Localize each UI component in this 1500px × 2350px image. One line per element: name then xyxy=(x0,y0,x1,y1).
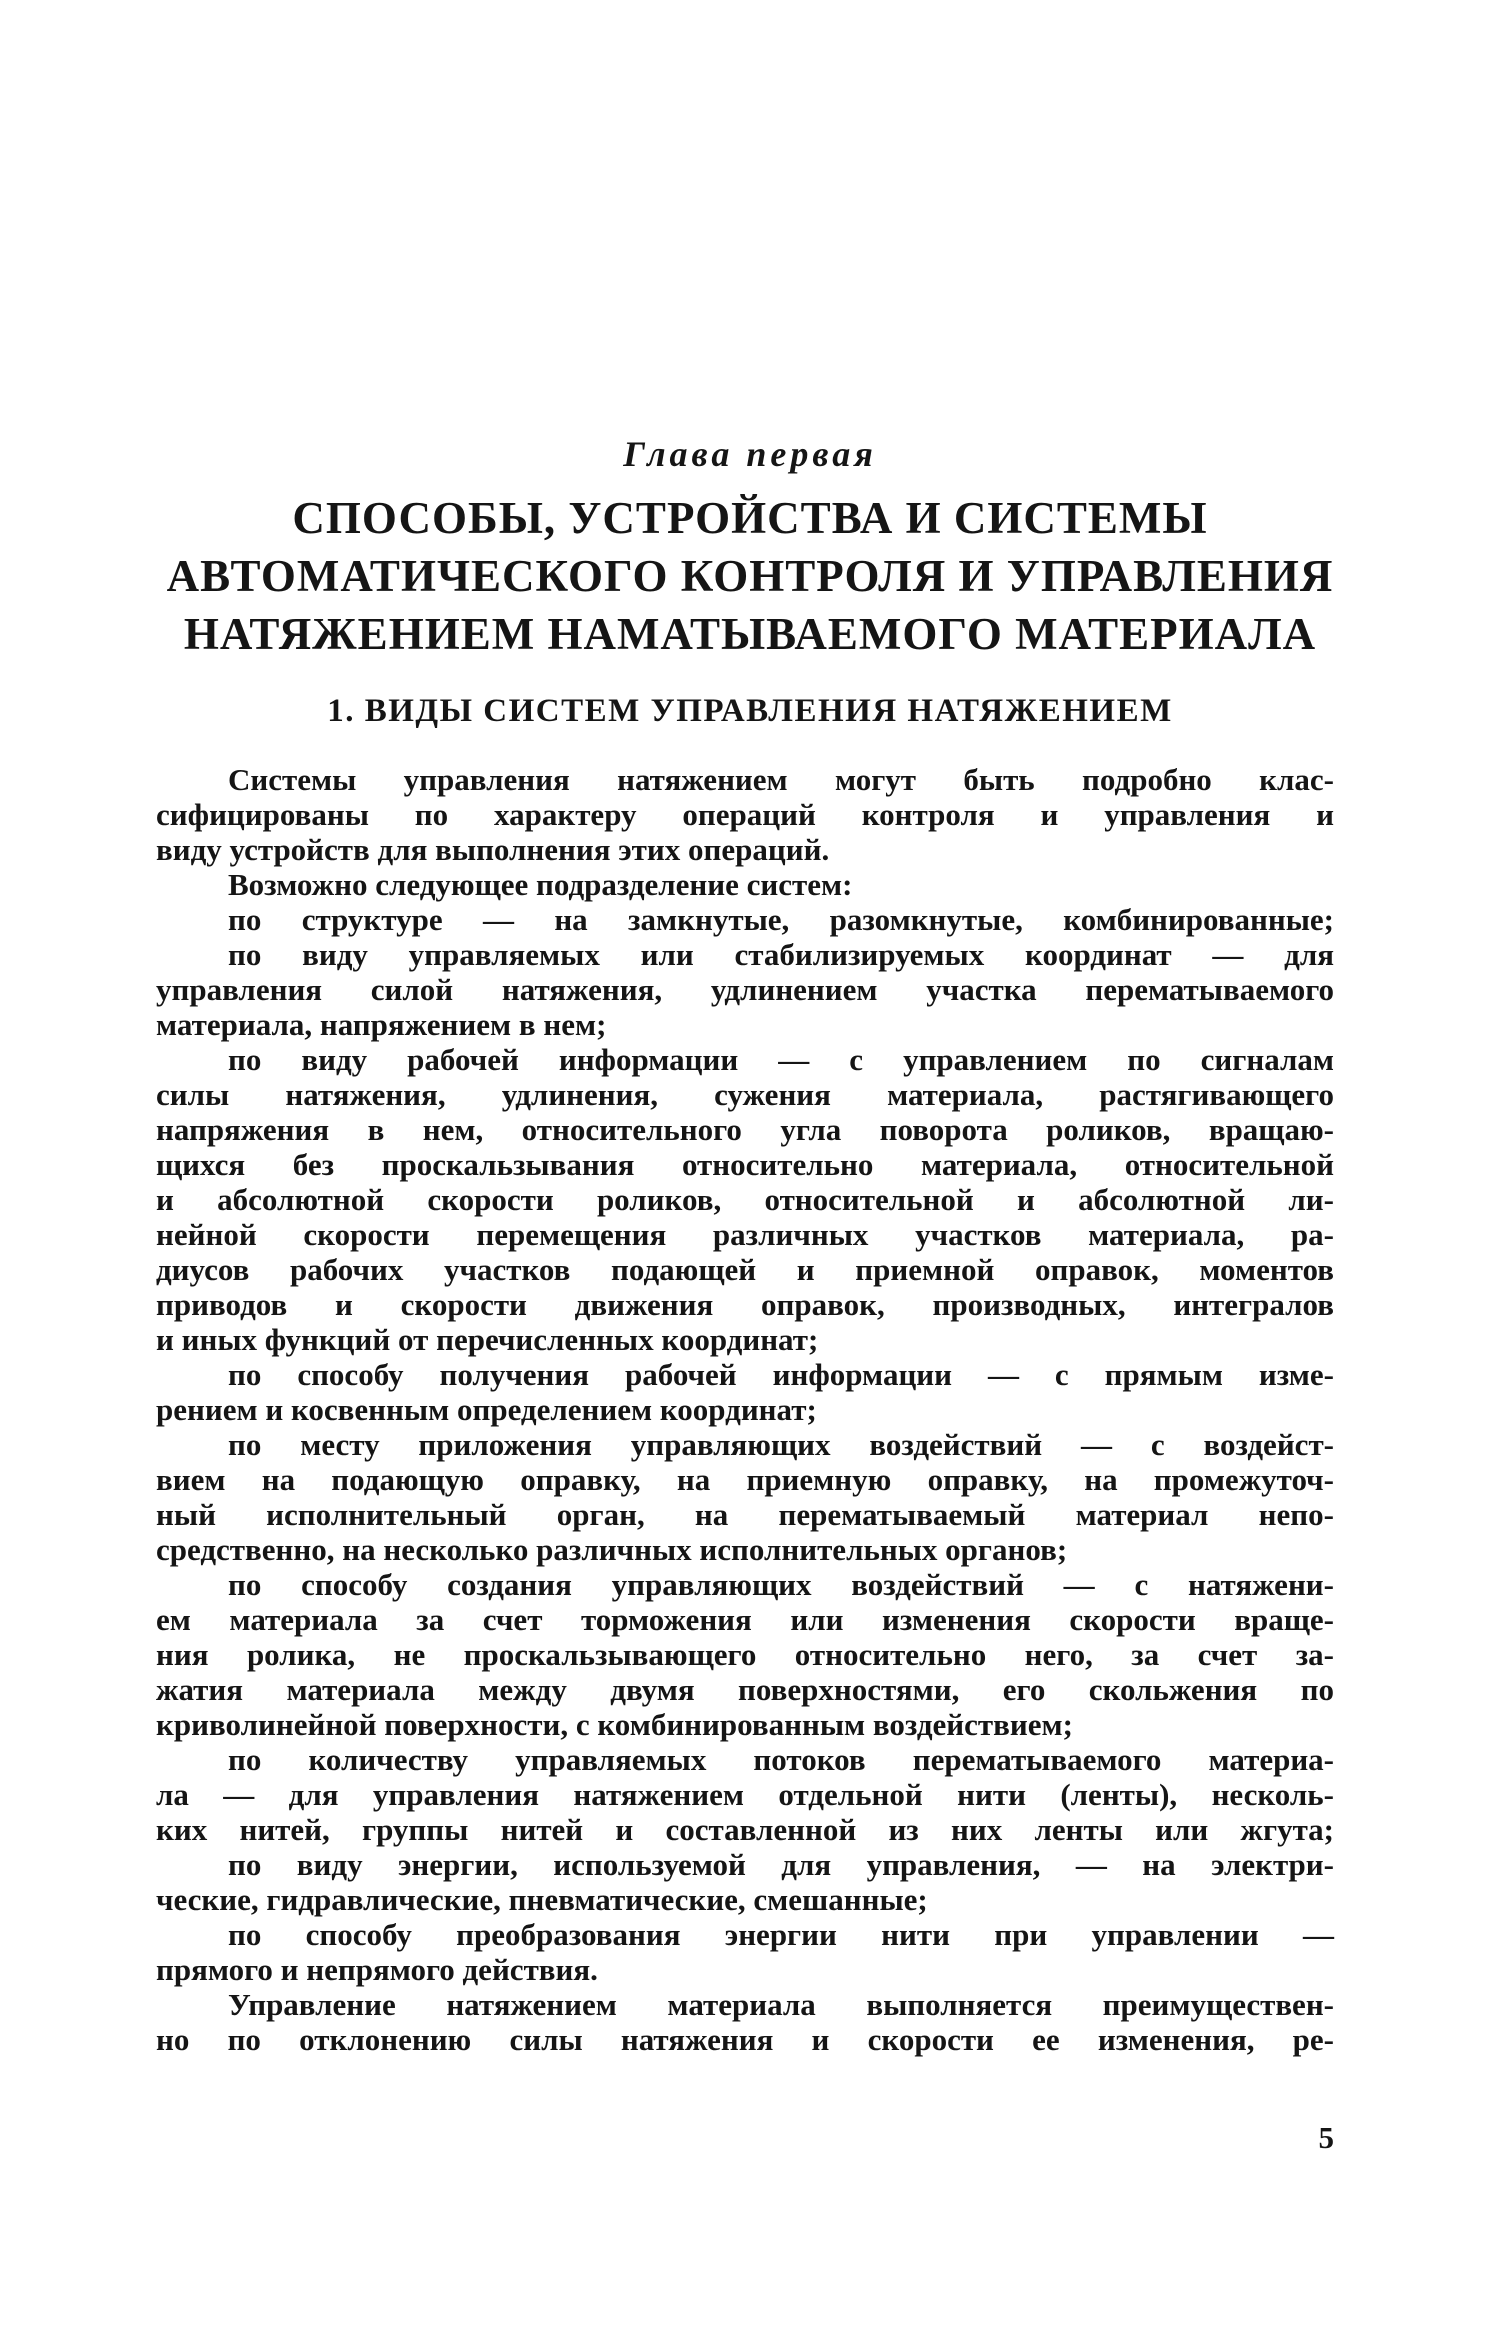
paragraph xyxy=(156,1987,1334,2057)
body-line: ный исполнительный орган, на перематываемый материал непо- xyxy=(156,1497,1334,1532)
body-line: по виду энергии, используемой для управления, — на электри- xyxy=(228,1847,1334,1882)
body-line: средственно, на несколько различных исполнительных органов; xyxy=(156,1532,1068,1567)
title-line: СПОСОБЫ, УСТРОЙСТВА И СИСТЕМЫ xyxy=(292,493,1208,543)
body-line: сифицированы по характеру операций контроля и управления и xyxy=(156,797,1334,832)
body-line: виду устройств для выполнения этих операций. xyxy=(156,832,830,867)
body-line: по способу преобразования энергии нити при управлении — xyxy=(228,1917,1334,1952)
body-line: щихся без проскальзывания относительно материала, относительной xyxy=(156,1147,1334,1182)
body-line: по виду рабочей информации — с управлением по сигналам xyxy=(228,1042,1334,1077)
body-line: управления силой натяжения, удлинением участка перематываемого xyxy=(156,972,1334,1007)
body-line: вием на подающую оправку, на приемную оправку, на промежуточ- xyxy=(156,1462,1334,1497)
paragraph xyxy=(156,937,1334,1042)
page-title xyxy=(70,489,1430,663)
paragraph xyxy=(156,902,1334,937)
body-line: Возможно следующее подразделение систем: xyxy=(228,867,853,902)
body-line: диусов рабочих участков подающей и приемной оправок, моментов xyxy=(156,1252,1334,1287)
page-number: 5 xyxy=(1318,2120,1334,2155)
body-line: ния ролика, не проскальзывающего относительно него, за счет за- xyxy=(156,1637,1334,1672)
paragraph xyxy=(156,867,1334,902)
body-line: по структуре — на замкнутые, разомкнутые, комбинированные; xyxy=(228,902,1334,937)
body-line: и абсолютной скорости роликов, относительной и абсолютной ли- xyxy=(156,1182,1334,1217)
paragraph xyxy=(156,1917,1334,1987)
body-line: рением и косвенным определением координат; xyxy=(156,1392,817,1427)
body-line: Управление натяжением материала выполняется преимуществен- xyxy=(228,1987,1334,2022)
paragraph xyxy=(156,762,1334,867)
body-line: и иных функций от перечисленных координат; xyxy=(156,1322,819,1357)
title-line: НАТЯЖЕНИЕМ НАМАТЫВАЕМОГО МАТЕРИАЛА xyxy=(183,609,1317,659)
chapter-heading: Глава первая xyxy=(623,434,877,474)
body-line: ких нитей, группы нитей и составленной из них ленты или жгута; xyxy=(156,1812,1334,1847)
body-line: ла — для управления натяжением отдельной нити (ленты), несколь- xyxy=(156,1777,1334,1812)
body-line: жатия материала между двумя поверхностями, его скольжения по xyxy=(156,1672,1334,1707)
body-line: но по отклонению силы натяжения и скорости ее изменения, ре- xyxy=(156,2022,1334,2057)
paragraph xyxy=(156,1847,1334,1917)
body-line: по количеству управляемых потоков перематываемого материа- xyxy=(228,1742,1334,1777)
body-line: ем материала за счет торможения или изменения скорости враще- xyxy=(156,1602,1334,1637)
body-line: по способу получения рабочей информации — с прямым изме- xyxy=(228,1357,1334,1392)
body-line: по месту приложения управляющих воздействий — с воздейст- xyxy=(228,1427,1334,1462)
paragraph xyxy=(156,1427,1334,1567)
body-line: прямого и непрямого действия. xyxy=(156,1952,598,1987)
paragraph xyxy=(156,1357,1334,1427)
body-line: по способу создания управляющих воздействий — с натяжени- xyxy=(228,1567,1334,1602)
body-line: криволинейной поверхности, с комбинированным воздействием; xyxy=(156,1707,1073,1742)
body-line: нейной скорости перемещения различных участков материала, ра- xyxy=(156,1217,1334,1252)
paragraph xyxy=(156,1567,1334,1742)
paragraph xyxy=(156,1042,1334,1357)
body-line: по виду управляемых или стабилизируемых координат — для xyxy=(228,937,1334,972)
body-line: напряжения в нем, относительного угла поворота роликов, вращаю- xyxy=(156,1112,1334,1147)
paragraph xyxy=(156,1742,1334,1847)
title-line: АВТОМАТИЧЕСКОГО КОНТРОЛЯ И УПРАВЛЕНИЯ xyxy=(166,551,1334,601)
body-line: материала, напряжением в нем; xyxy=(156,1007,607,1042)
body-line: Системы управления натяжением могут быть подробно клас- xyxy=(228,762,1334,797)
body-line: ческие, гидравлические, пневматические, смешанные; xyxy=(156,1882,928,1917)
body-text xyxy=(156,762,1334,2057)
body-line: приводов и скорости движения оправок, производных, интегралов xyxy=(156,1287,1334,1322)
section-heading: 1. ВИДЫ СИСТЕМ УПРАВЛЕНИЯ НАТЯЖЕНИЕМ xyxy=(327,693,1173,729)
body-line: силы натяжения, удлинения, сужения материала, растягивающего xyxy=(156,1077,1334,1112)
